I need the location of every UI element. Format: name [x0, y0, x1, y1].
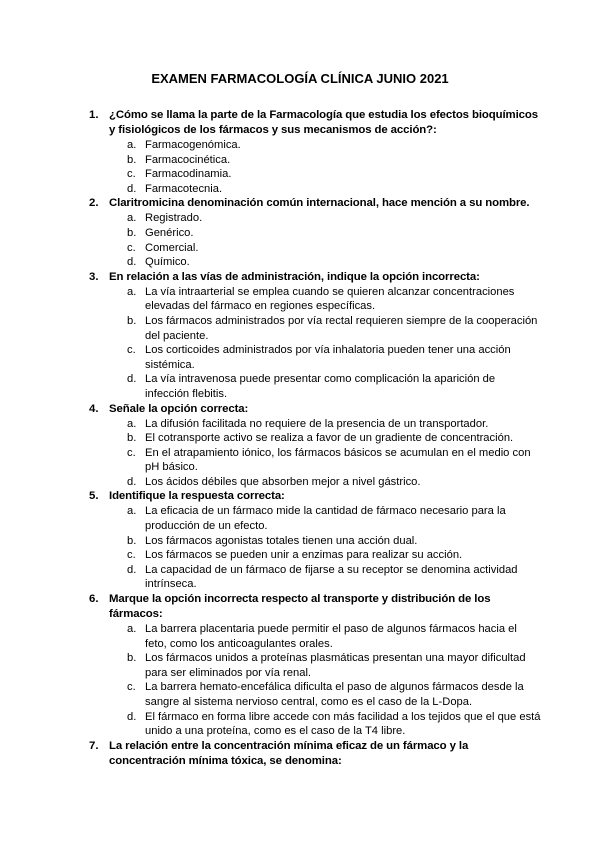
question-text: Identifique la respuesta correcta:: [109, 490, 285, 503]
option-letter: c.: [127, 446, 136, 459]
answer-option: [89, 431, 541, 446]
option-text: Farmacogenómica.: [145, 139, 241, 151]
option-letter: c.: [127, 681, 136, 694]
option-text: La capacidad de un fármaco de fijarse a su receptor se denomina actividad intrínseca.: [145, 563, 518, 591]
option-letter: d.: [127, 563, 137, 576]
answer-option: [89, 343, 541, 372]
option-letter: b.: [127, 314, 137, 327]
question-text: Marque la opción incorrecta respecto al transporte y distribución de los fármacos:: [109, 593, 491, 621]
question-3: [89, 270, 541, 402]
option-text: La barrera hemato-encefálica dificulta el paso de algunos fármacos desde la sangre al sistema nervioso central, como es el caso de la L-Dopa.: [145, 681, 524, 708]
option-text: Registrado.: [145, 212, 203, 225]
option-text: La difusión facilitada no requiere de la presencia de un transportador.: [145, 417, 489, 430]
answer-option: [89, 285, 541, 314]
question-number: 7.: [89, 739, 99, 752]
answer-option: [89, 226, 541, 241]
question-6: [89, 592, 541, 739]
option-letter: b.: [127, 226, 137, 239]
option-letter: a.: [127, 139, 137, 151]
option-letter: c.: [127, 241, 136, 254]
question-text: La relación entre la concentración mínima eficaz de un fármaco y la concentración mínima tóxica, se denomina:: [109, 739, 469, 767]
answer-option: [89, 710, 541, 739]
question-text: Claritromicina denominación común internacional, hace mención a su nombre.: [109, 197, 530, 210]
option-text: El cotransporte activo se realiza a favor de un gradiente de concentración.: [145, 432, 514, 445]
page-title: EXAMEN FARMACOLOGÍA CLÍNICA JUNIO 2021: [151, 71, 449, 86]
option-letter: c.: [127, 344, 136, 357]
question-5: [89, 489, 541, 592]
option-letter: d.: [127, 475, 137, 488]
option-text: La vía intravenosa puede presentar como complicación la aparición de infección flebitis.: [145, 373, 496, 400]
option-text: Farmacocinética.: [145, 153, 231, 166]
question-number: 5.: [89, 490, 99, 503]
question-list: [89, 108, 541, 769]
option-letter: a.: [127, 505, 137, 518]
option-letter: c.: [127, 168, 136, 181]
answer-option: [89, 622, 541, 651]
answer-option: [89, 680, 541, 709]
option-text: Los fármacos se pueden unir a enzimas para realizar su acción.: [145, 549, 463, 562]
answer-option: [89, 153, 541, 168]
answer-option: [89, 504, 541, 533]
option-text: Farmacodinamia.: [145, 168, 232, 181]
option-letter: a.: [127, 417, 137, 430]
question-number: 4.: [89, 402, 99, 415]
option-text: La barrera placentaria puede permitir el paso de algunos fármacos hacia el feto, como los anticoagulantes orales.: [145, 623, 517, 650]
answer-option: [89, 167, 541, 182]
option-letter: d.: [127, 373, 137, 386]
answer-option: [89, 138, 541, 153]
question-number: 1.: [89, 109, 99, 121]
question-number: 6.: [89, 593, 99, 606]
option-text: La eficacia de un fármaco mide la cantidad de fármaco necesario para la producción de un efecto.: [145, 505, 506, 533]
option-letter: a.: [127, 212, 137, 225]
answer-option: [89, 417, 541, 432]
option-letter: d.: [127, 182, 137, 195]
answer-option: [89, 475, 541, 490]
option-letter: b.: [127, 534, 137, 547]
option-letter: c.: [127, 549, 136, 562]
question-2: [89, 196, 541, 269]
option-letter: b.: [127, 432, 137, 445]
question-text: En relación a las vías de administración, indique la opción incorrecta:: [109, 270, 480, 283]
question-1: [89, 108, 541, 196]
option-letter: a.: [127, 623, 137, 636]
answer-option: [89, 372, 541, 401]
answer-option: [89, 548, 541, 563]
option-text: En el atrapamiento iónico, los fármacos básicos se acumulan en el medio con pH básico.: [145, 446, 531, 474]
question-number: 2.: [89, 197, 99, 210]
option-letter: d.: [127, 256, 137, 269]
option-text: Los corticoides administrados por vía inhalatoria pueden tener una acción sistémica.: [145, 344, 511, 371]
question-text: Señale la opción correcta:: [109, 402, 249, 415]
option-text: El fármaco en forma libre accede con más facilidad a los tejidos que el que está unido a una proteína, como es el caso de la T4 libre.: [145, 710, 541, 738]
answer-option: [89, 314, 541, 343]
option-letter: a.: [127, 285, 137, 298]
question-text: ¿Cómo se llama la parte de la Farmacología que estudia los efectos bioquímicos y fisiológicos de los fármacos y sus mecanismos de acción?:: [109, 109, 538, 136]
option-text: Comercial.: [145, 241, 199, 254]
option-text: Los ácidos débiles que absorben mejor a nivel gástrico.: [145, 475, 421, 488]
option-letter: b.: [127, 153, 137, 166]
option-text: Los fármacos unidos a proteínas plasmáticas presentan una mayor dificultad para ser eliminados por vía renal.: [145, 652, 526, 679]
option-text: Químico.: [145, 256, 190, 269]
answer-option: [89, 651, 541, 680]
question-7: [89, 739, 541, 769]
option-text: La vía intraarterial se emplea cuando se quieren alcanzar concentraciones elevadas del fármaco en regiones específicas.: [145, 285, 515, 313]
answer-option: [89, 534, 541, 549]
option-letter: b.: [127, 652, 137, 665]
question-4: [89, 402, 541, 490]
question-number: 3.: [89, 270, 99, 283]
answer-option: [89, 241, 541, 256]
option-text: Farmacotecnia.: [145, 182, 223, 195]
answer-option: [89, 446, 541, 475]
answer-option: [89, 211, 541, 226]
option-text: Los fármacos agonistas totales tienen una acción dual.: [145, 534, 418, 547]
answer-option: [89, 563, 541, 592]
answer-option: [89, 182, 541, 197]
option-letter: d.: [127, 710, 137, 723]
answer-option: [89, 255, 541, 270]
option-text: Genérico.: [145, 226, 194, 239]
option-text: Los fármacos administrados por vía rectal requieren siempre de la cooperación del paciente.: [145, 314, 538, 342]
